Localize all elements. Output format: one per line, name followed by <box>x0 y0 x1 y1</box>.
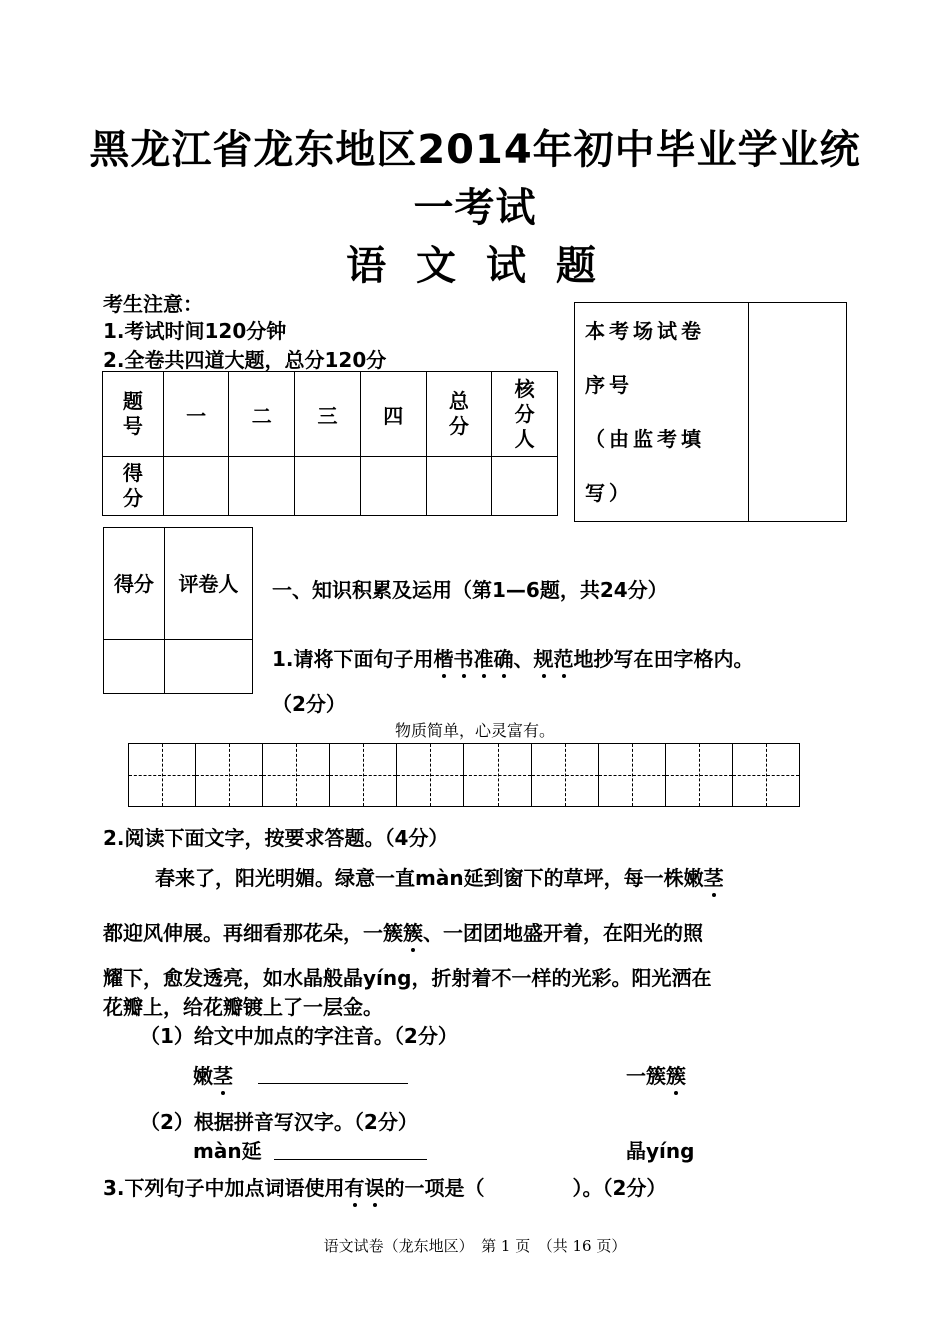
q2-word3: màn延 <box>193 1139 262 1163</box>
q1-sentence: 物质简单，心灵富有。 <box>394 721 555 740</box>
grid-cell[interactable] <box>464 744 531 806</box>
grid-cell[interactable] <box>263 744 330 806</box>
q2-answer-blank-2[interactable] <box>274 1139 427 1160</box>
score-header-label: 题 号 <box>103 372 164 457</box>
grader-name-cell[interactable] <box>164 640 252 694</box>
score-header-total: 总 分 <box>426 372 492 457</box>
grader-box <box>103 527 253 694</box>
tianzige-grid[interactable] <box>128 743 800 807</box>
serial-number-box <box>574 302 847 522</box>
exam-title-line2: 一考试 <box>413 185 537 231</box>
exam-title-line1: 黑龙江省龙东地区2014年初中毕业学业统 <box>89 127 861 173</box>
serial-label <box>575 303 749 522</box>
q2-paragraph-line3: 耀下，愈发透亮，如水晶般晶yíng，折射着不一样的光彩。阳光洒在 <box>103 966 712 990</box>
q1-points: （2分） <box>272 692 346 716</box>
notice-line1: 1.考试时间120分钟 <box>103 319 287 343</box>
q2-dotted-jing: 茎 <box>704 862 724 891</box>
score-cell-total[interactable] <box>426 457 492 516</box>
notice-line2: 2.全卷共四道大题，总分120分 <box>103 348 387 372</box>
grid-cell[interactable] <box>599 744 666 806</box>
serial-label-line3: （由监考填 <box>585 427 705 451</box>
score-header-2: 二 <box>229 372 295 457</box>
q3-dotted: 有误 <box>345 1176 385 1200</box>
grid-cell[interactable] <box>397 744 464 806</box>
section1-heading: 一、知识积累及运用（第1—6题，共24分） <box>272 578 668 602</box>
serial-label-line2: 序号 <box>585 373 633 397</box>
grader-score-label: 得分 <box>104 528 165 640</box>
grid-cell[interactable] <box>733 744 799 806</box>
notice-heading: 考生注意： <box>103 292 203 316</box>
q1-text: 1.请将下面句子用楷书准确、规范地抄写在田字格内。 <box>272 643 754 672</box>
grid-cell[interactable] <box>129 744 196 806</box>
q2-intro: 2.阅读下面文字，按要求答题。（4分） <box>103 826 449 850</box>
score-header-1: 一 <box>163 372 229 457</box>
q3-text: 3.下列句子中加点词语使用有误的一项是（ ）。（2分） <box>103 1172 666 1201</box>
q2-sub1: （1）给文中加点的字注音。（2分） <box>140 1024 458 1048</box>
q2-word1: 嫩茎 <box>193 1060 233 1089</box>
q2-dotted-cu: 簇 <box>403 917 423 946</box>
grader-score-cell[interactable] <box>104 640 165 694</box>
serial-label-line1: 本考场试卷 <box>585 319 705 343</box>
score-table <box>102 371 558 516</box>
grid-cell[interactable] <box>666 744 733 806</box>
serial-value-cell[interactable] <box>748 303 846 522</box>
q1-dotted-2: 规范 <box>534 647 574 671</box>
score-header-3: 三 <box>295 372 361 457</box>
page-footer: 语文试卷（龙东地区） 第 1 页 （共 16 页） <box>323 1237 627 1255</box>
grader-name-label: 评卷人 <box>164 528 252 640</box>
grid-cell[interactable] <box>330 744 397 806</box>
q2-answer-blank-1[interactable] <box>258 1063 408 1084</box>
q2-sub2: （2）根据拼音写汉字。（2分） <box>140 1110 418 1134</box>
serial-label-line4: 写） <box>585 481 633 505</box>
subject-title: 语 文 试 题 <box>346 243 604 289</box>
score-row-label: 得 分 <box>103 457 164 516</box>
grid-cell[interactable] <box>196 744 263 806</box>
q2-word2: 一簇簇 <box>626 1060 686 1089</box>
score-cell-4[interactable] <box>360 457 426 516</box>
q2-paragraph-line1: 春来了，阳光明媚。绿意一直màn延到窗下的草坪，每一株嫩茎 <box>155 862 724 891</box>
q2-word4: 晶yíng <box>626 1139 695 1163</box>
grid-cell[interactable] <box>532 744 599 806</box>
score-cell-checker[interactable] <box>492 457 558 516</box>
score-header-checker: 核 分 人 <box>492 372 558 457</box>
q2-paragraph-line2: 都迎风伸展。再细看那花朵，一簇簇、一团团地盛开着，在阳光的照 <box>103 917 703 946</box>
score-cell-3[interactable] <box>295 457 361 516</box>
q2-paragraph-line4: 花瓣上，给花瓣镀上了一层金。 <box>103 995 383 1019</box>
score-cell-1[interactable] <box>163 457 229 516</box>
score-cell-2[interactable] <box>229 457 295 516</box>
score-header-4: 四 <box>360 372 426 457</box>
q1-dotted-1: 楷书准确 <box>434 647 514 671</box>
